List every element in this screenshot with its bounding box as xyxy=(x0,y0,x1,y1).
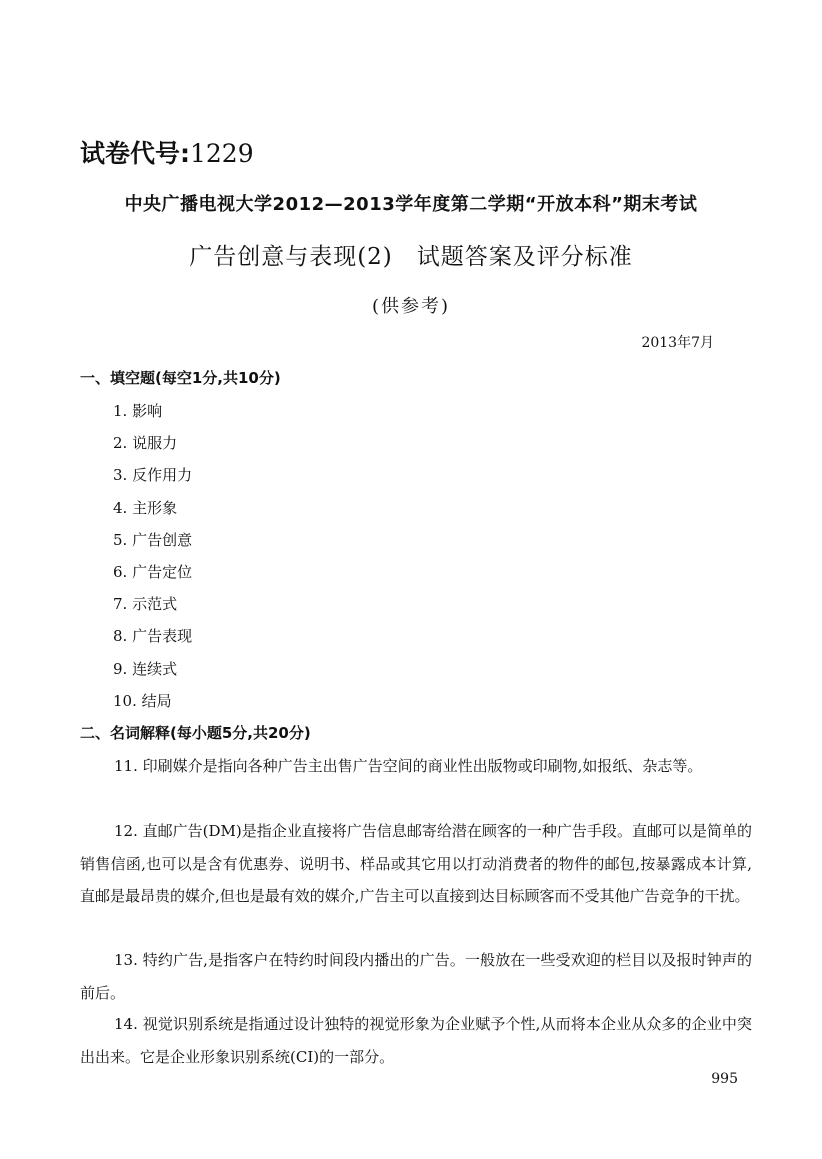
definition-paragraph: 13. 特约广告,是指客户在特约时间段内播出的广告。一般放在一些受欢迎的栏目以及报时钟声的前后。 xyxy=(80,951,752,1002)
section-heading-fill-blank: 一、填空题(每空1分,共10分) xyxy=(80,369,281,387)
answer-item: 8. 广告表现 xyxy=(113,627,193,645)
definition-paragraph: 11. 印刷媒介是指向各种广告主出售广告空间的商业性出版物或印刷物,如报纸、杂志等。 xyxy=(114,757,703,775)
paper-code-label: 试卷代号: xyxy=(80,139,190,168)
answer-item: 1. 影响 xyxy=(113,402,163,420)
reference-note: (供参考) xyxy=(371,296,451,317)
answer-item: 4. 主形象 xyxy=(113,499,178,517)
paper-code xyxy=(80,134,254,170)
page-number: 995 xyxy=(711,1071,738,1087)
answer-item: 7. 示范式 xyxy=(113,595,178,613)
section-heading-term-definitions: 二、名词解释(每小题5分,共20分) xyxy=(80,724,311,742)
definition-paragraph: 14. 视觉识别系统是指通过设计独特的视觉形象为企业赋予个性,从而将本企业从众多的企业中突出出来。它是企业形象识别系统(CI)的一部分。 xyxy=(80,1015,752,1066)
definition-paragraph: 12. 直邮广告(DM)是指企业直接将广告信息邮寄给潜在顾客的一种广告手段。直邮可以是简单的销售信函,也可以是含有优惠券、说明书、样品或其它用以打动消费者的物件的邮包,按暴露成本计算,直邮是最昂贵的媒介,但也是最有效的媒介,广告主可以直接到达目标顾客而不受其他广告竞争的干扰。 xyxy=(80,822,752,905)
course-title: 广告创意与表现(2) 试题答案及评分标准 xyxy=(189,244,633,270)
exam-date: 2013年7月 xyxy=(641,335,714,351)
answer-item: 10. 结局 xyxy=(113,692,172,710)
answer-item: 6. 广告定位 xyxy=(113,563,193,581)
answer-item: 9. 连续式 xyxy=(113,660,178,678)
answer-item: 5. 广告创意 xyxy=(113,531,193,549)
exam-title: 中央广播电视大学2012—2013学年度第二学期“开放本科”期末考试 xyxy=(124,194,698,215)
answer-item: 3. 反作用力 xyxy=(113,466,193,484)
paper-code-number: 1229 xyxy=(190,139,254,168)
answer-item: 2. 说服力 xyxy=(113,434,178,452)
